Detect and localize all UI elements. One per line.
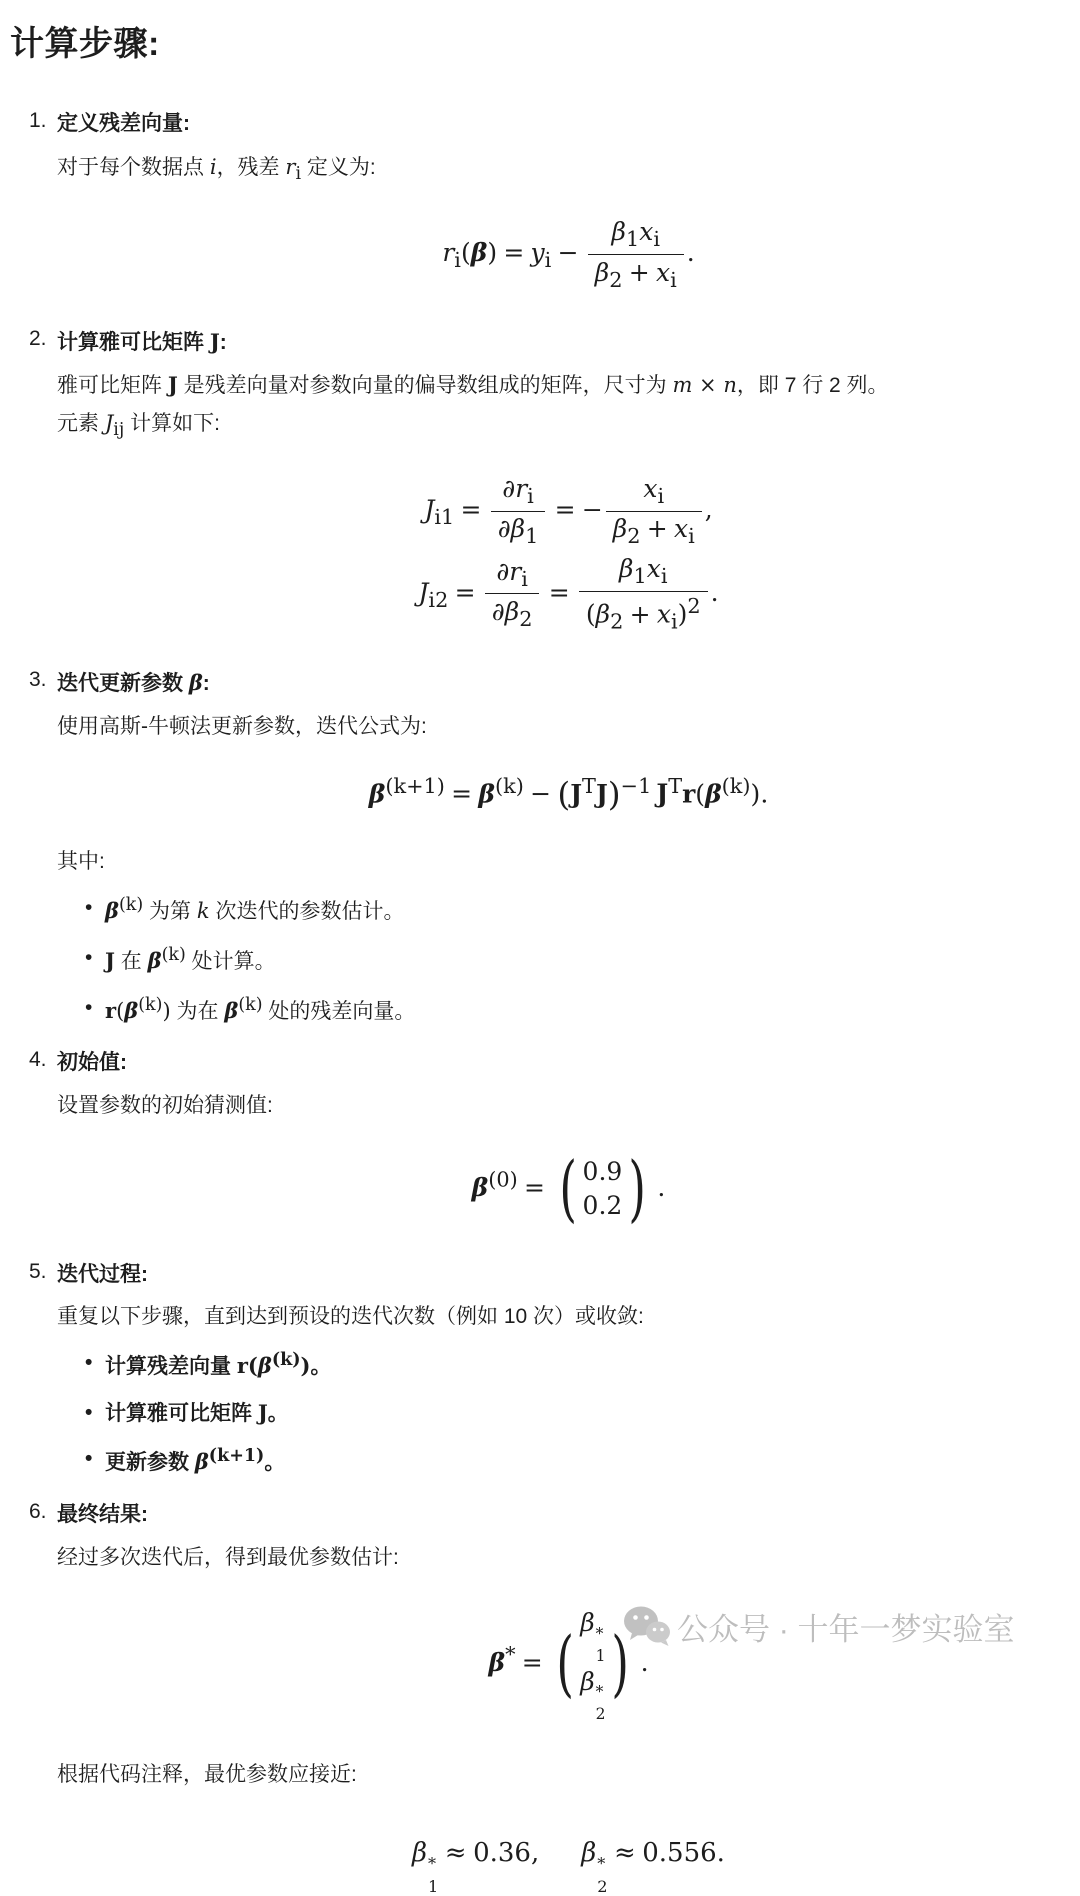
step-4 xyxy=(0,1046,1080,1231)
step-6-text-2: 根据代码注释，最优参数应接近: xyxy=(57,1762,357,1786)
step-1 xyxy=(0,107,1080,291)
step-number: 5. xyxy=(29,1259,47,1283)
step-3-text: 使用高斯-牛顿法更新参数，迭代公式为: xyxy=(57,714,427,738)
step-3-heading: 迭代更新参数 β: xyxy=(57,670,210,696)
step-3-among: 其中: xyxy=(57,850,105,874)
formula-jacobian-row-1: $J_{i1}$ = $\frac{\partial r_i}{\partial\beta_1}$ = − $\frac{x_i}{\beta_2 + x_i}$ , xyxy=(424,473,713,549)
formula-jacobian xyxy=(57,473,1080,634)
step-2-heading: 计算雅可比矩阵 J: xyxy=(57,328,227,354)
step-6 xyxy=(0,1498,1080,1895)
step-3 xyxy=(0,666,1080,1030)
step-6-text-1: 经过多次迭代后，得到最优参数估计: xyxy=(57,1545,399,1569)
formula-jacobian-row-2: $J_{i2}$ = $\frac{\partial r_i}{\partial\beta_2}$ = $\frac{\beta_1x_i}{(\beta_2 + x_i)^2}$ . xyxy=(418,553,719,634)
step-number: 1. xyxy=(29,109,47,132)
paren-left: ( xyxy=(559,1146,577,1231)
step-number: 4. xyxy=(29,1048,47,1072)
formula-initial: $\beta^{(0)}$ = ( 0.9 0.2 ) . xyxy=(471,1146,666,1231)
watermark-text: 公众号 · 十年一梦实验室 xyxy=(677,1612,1015,1647)
step-5-bullets xyxy=(57,1345,1080,1482)
formula-approx: β * 1 ≈ 0.36, β * 2 ≈ 0.556. xyxy=(412,1837,725,1896)
list-item: • 计算雅可比矩阵 J。 xyxy=(105,1395,1080,1433)
paren-right: ) xyxy=(628,1146,646,1231)
step-2-text-2: 元素 $J_{ij}$ 计算如下: xyxy=(57,410,220,441)
step-3-bullets xyxy=(57,890,1080,1030)
paren-left: ( xyxy=(556,1622,575,1707)
step-5 xyxy=(0,1258,1080,1483)
paren-right: ) xyxy=(611,1622,629,1707)
watermark xyxy=(622,1604,1015,1649)
list-item: • 计算残差向量 $r(\beta^{(k)})$。 xyxy=(105,1345,1080,1386)
list-item: • 更新参数 $\beta^{(k+1)}$。 xyxy=(105,1441,1080,1482)
formula-residual: $r_i(\beta) = y_i$ − $\frac{\beta_1x_i}{\beta_2 + x_i}$ . xyxy=(442,217,695,292)
step-number: 2. xyxy=(29,326,47,350)
step-5-text: 重复以下步骤，直到达到预设的迭代次数（例如 10 次）或收敛: xyxy=(57,1305,644,1329)
list-item: • $r(\beta^{(k)})$ 为在 $\beta^{(k)}$ 处的残差向量。 xyxy=(105,990,1080,1031)
document xyxy=(0,16,1080,1895)
step-number: 6. xyxy=(29,1500,47,1524)
step-6-heading: 最终结果: xyxy=(57,1503,148,1527)
step-4-text: 设置参数的初始猜测值: xyxy=(57,1093,273,1117)
step-2-text-1: 雅可比矩阵 J 是残差向量对参数向量的偏导数组成的矩阵，尺寸为 m × n，即 7 行 2 列。 xyxy=(57,372,889,398)
step-number: 3. xyxy=(29,668,47,692)
formula-final: β* = ( β * 1 β * 2 ) . xyxy=(488,1608,649,1724)
step-5-heading: 迭代过程: xyxy=(57,1262,148,1286)
step-1-heading: 定义残差向量: xyxy=(57,112,190,135)
step-1-text: 对于每个数据点 i，残差 $r_i$ 定义为: xyxy=(57,154,376,184)
formula-update: $\beta^{(k+1)} = \beta^{(k)} - (J^TJ)^{-1}$ $J^Tr(\beta^{(k)})$. xyxy=(368,773,769,814)
step-2 xyxy=(0,325,1080,633)
wechat-icon xyxy=(622,1604,672,1649)
list-item: • J 在 $\beta^{(k)}$ 处计算。 xyxy=(105,940,1080,981)
list-item: • $\beta^{(k)}$ 为第 k 次迭代的参数估计。 xyxy=(105,890,1080,931)
step-4-heading: 初始值: xyxy=(57,1051,127,1075)
page-title: 计算步骤: xyxy=(10,25,160,63)
